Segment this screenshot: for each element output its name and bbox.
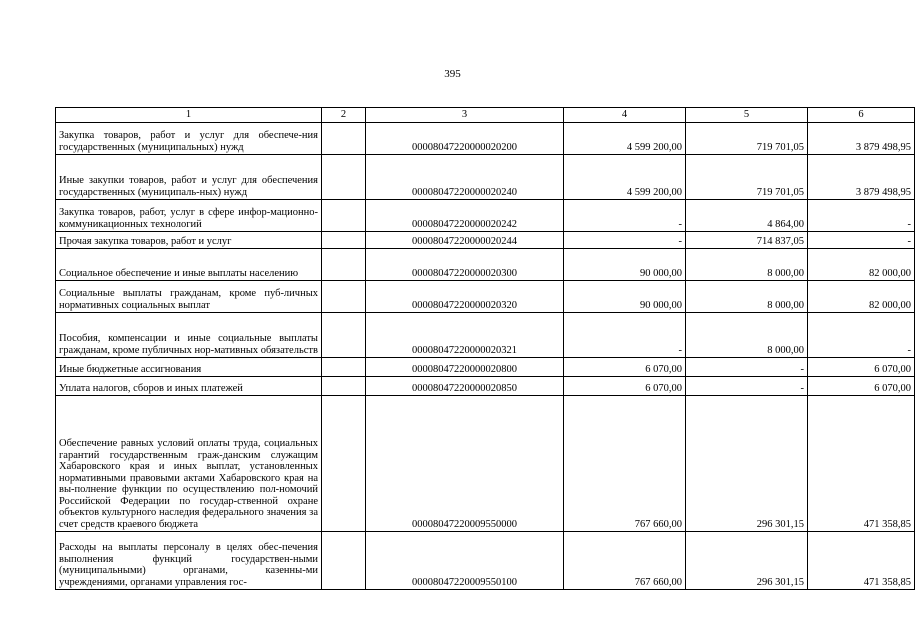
row-name: Иные закупки товаров, работ и услуг для обеспечения государственных (муниципаль-ных) нужд [56, 155, 322, 200]
table-row [56, 532, 915, 590]
row-value-4: 90 000,00 [564, 281, 686, 313]
row-col2 [322, 232, 366, 249]
row-value-4: 90 000,00 [564, 249, 686, 281]
row-value-4: 4 599 200,00 [564, 155, 686, 200]
table-row [56, 377, 915, 396]
row-value-4: - [564, 200, 686, 232]
row-code: 00008047220009550100 [366, 532, 564, 590]
row-col2 [322, 396, 366, 532]
table-row [56, 281, 915, 313]
row-col2 [322, 281, 366, 313]
row-col2 [322, 200, 366, 232]
column-header-2: 2 [322, 108, 366, 123]
row-value-5: 4 864,00 [686, 200, 808, 232]
row-value-5: 296 301,15 [686, 532, 808, 590]
row-name: Расходы на выплаты персоналу в целях обес-печения выполнения функций государствен-ными (муниципальными) органами, казенны-ми учреждениями, органами управления гос- [56, 532, 322, 590]
table-row [56, 249, 915, 281]
row-code: 00008047220000020244 [366, 232, 564, 249]
row-value-5: 8 000,00 [686, 281, 808, 313]
row-code: 00008047220000020240 [366, 155, 564, 200]
row-name: Уплата налогов, сборов и иных платежей [56, 377, 322, 396]
row-code: 00008047220000020200 [366, 123, 564, 155]
table-row [56, 396, 915, 532]
row-code: 00008047220000020242 [366, 200, 564, 232]
table-row [56, 123, 915, 155]
row-name: Прочая закупка товаров, работ и услуг [56, 232, 322, 249]
row-value-6: - [808, 313, 915, 358]
row-value-4: - [564, 232, 686, 249]
row-value-6: 82 000,00 [808, 281, 915, 313]
row-code: 00008047220000020800 [366, 358, 564, 377]
page-number: 395 [444, 68, 461, 80]
row-name: Закупка товаров, работ, услуг в сфере инфор-мационно-коммуникационных технологий [56, 200, 322, 232]
row-name: Обеспечение равных условий оплаты труда, социальных гарантий государственным граж-данским служащим Хабаровского края и иных выплат, установленных нормативными правовыми актами Хабаровского края на вы-полнение функции по осуществлению пол-номочий Российской Федерации по государ-ственной охране объектов культурного наследия федерального значения за счет средств краевого бюджета [56, 396, 322, 532]
column-header-4: 4 [564, 108, 686, 123]
row-value-6: - [808, 200, 915, 232]
row-col2 [322, 358, 366, 377]
row-value-6: 6 070,00 [808, 358, 915, 377]
column-header-5: 5 [686, 108, 808, 123]
row-value-6: - [808, 232, 915, 249]
column-header-6: 6 [808, 108, 915, 123]
row-col2 [322, 155, 366, 200]
row-code: 00008047220000020300 [366, 249, 564, 281]
row-value-4: 6 070,00 [564, 358, 686, 377]
table-row [56, 313, 915, 358]
row-col2 [322, 532, 366, 590]
column-header-1: 1 [56, 108, 322, 123]
row-value-5: 8 000,00 [686, 249, 808, 281]
row-name: Социальные выплаты гражданам, кроме пуб-личных нормативных социальных выплат [56, 281, 322, 313]
row-code: 00008047220000020320 [366, 281, 564, 313]
row-col2 [322, 377, 366, 396]
header-row [56, 108, 915, 123]
table-row [56, 155, 915, 200]
row-value-5: 719 701,05 [686, 155, 808, 200]
row-value-5: 719 701,05 [686, 123, 808, 155]
table-row [56, 200, 915, 232]
row-value-6: 82 000,00 [808, 249, 915, 281]
row-value-5: 714 837,05 [686, 232, 808, 249]
row-value-6: 6 070,00 [808, 377, 915, 396]
row-value-4: 4 599 200,00 [564, 123, 686, 155]
row-col2 [322, 313, 366, 358]
row-value-4: 767 660,00 [564, 396, 686, 532]
table-row [56, 232, 915, 249]
row-value-5: 8 000,00 [686, 313, 808, 358]
row-value-6: 3 879 498,95 [808, 123, 915, 155]
row-col2 [322, 123, 366, 155]
row-name: Пособия, компенсации и иные социальные выплаты гражданам, кроме публичных нор-мативных обязательств [56, 313, 322, 358]
row-name: Иные бюджетные ассигнования [56, 358, 322, 377]
row-value-4: - [564, 313, 686, 358]
row-value-5: 296 301,15 [686, 396, 808, 532]
row-code: 00008047220000020321 [366, 313, 564, 358]
row-value-6: 3 879 498,95 [808, 155, 915, 200]
table-row [56, 358, 915, 377]
column-header-3: 3 [366, 108, 564, 123]
row-value-4: 6 070,00 [564, 377, 686, 396]
row-value-5: - [686, 377, 808, 396]
row-code: 00008047220000020850 [366, 377, 564, 396]
budget-table [55, 107, 915, 590]
row-col2 [322, 249, 366, 281]
row-name: Социальное обеспечение и иные выплаты населению [56, 249, 322, 281]
row-code: 00008047220009550000 [366, 396, 564, 532]
row-value-5: - [686, 358, 808, 377]
row-value-6: 471 358,85 [808, 396, 915, 532]
row-value-6: 471 358,85 [808, 532, 915, 590]
row-name: Закупка товаров, работ и услуг для обеспече-ния государственных (муниципальных) нужд [56, 123, 322, 155]
row-value-4: 767 660,00 [564, 532, 686, 590]
